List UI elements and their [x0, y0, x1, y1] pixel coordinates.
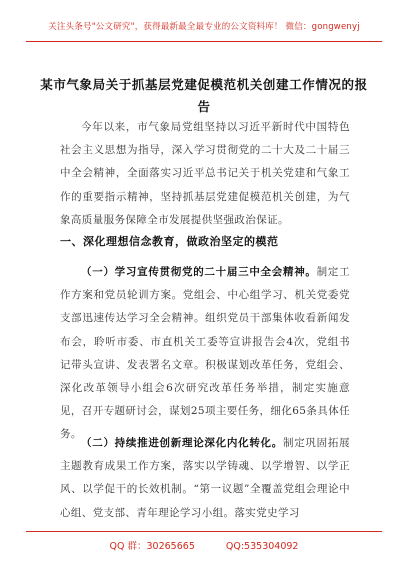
subsection-2-heading: （二）持续推进创新理论深化内化转化。 [81, 437, 283, 449]
header-banner: 关注头条号"公文研究"，获得最新最全最专业的公文资料库！ 微信：gongwenyj [48, 22, 360, 32]
footer-qq: QQ:535304092 [225, 541, 299, 552]
subsection-2-paragraph [60, 432, 350, 525]
title-line-2: 告 [197, 99, 211, 114]
subsection-1 [60, 261, 350, 447]
footer-qq-group: QQ 群：30265665 [109, 541, 195, 552]
section-1-heading: 一、深化理想信念教育，做政治坚定的模范 [60, 235, 279, 248]
subsection-1-paragraph [60, 261, 350, 447]
subsection-2-body: 制定巩固拓展主题教育成果工作方案，落实以学铸魂、以学增智、以学正风、以学促干的长效机制。“第一议题”全覆盖党组会理论中心组、党支部、青年理论学习小组。落实党史学习 [60, 437, 350, 519]
subsection-1-body: 制定工作方案和党员轮训方案。党组会、中心组学习、机关党委党支部迅速传达学习全会精神。组织党员干部集体收看新闻发布会，聆听市委、市直机关工委等宣讲报告会4次，党组书记带头宣讲、发表署名文章。积极谋划改革任务，党组会、深化改革领导小组会6次研究改革任务举措，制定实施意见，召开专题研讨会，谋划25项主要任务，细化65条具体任务。 [60, 266, 350, 441]
footer [0, 538, 408, 552]
title-line-1: 某市气象局关于抓基层党建促模范机关创建工作情况的报 [40, 77, 368, 92]
document-title [40, 74, 368, 118]
subsection-2 [60, 432, 350, 525]
footer-divider [26, 531, 382, 532]
intro-paragraph [60, 116, 350, 232]
header-divider [26, 41, 382, 42]
intro-text: 今年以来，市气象局党组坚持以习近平新时代中国特色社会主义思想为指导，深入学习贯彻党的二十大及二十届三中全会精神，全面落实习近平总书记关于机关党建和气象工作的重要指示精神，坚持抓基层党建促模范机关创建，为气象高质量服务保障全市发展提供坚强政治保证。 [60, 121, 350, 226]
subsection-1-heading: （一）学习宣传贯彻党的二十届三中全会精神。 [81, 266, 317, 278]
